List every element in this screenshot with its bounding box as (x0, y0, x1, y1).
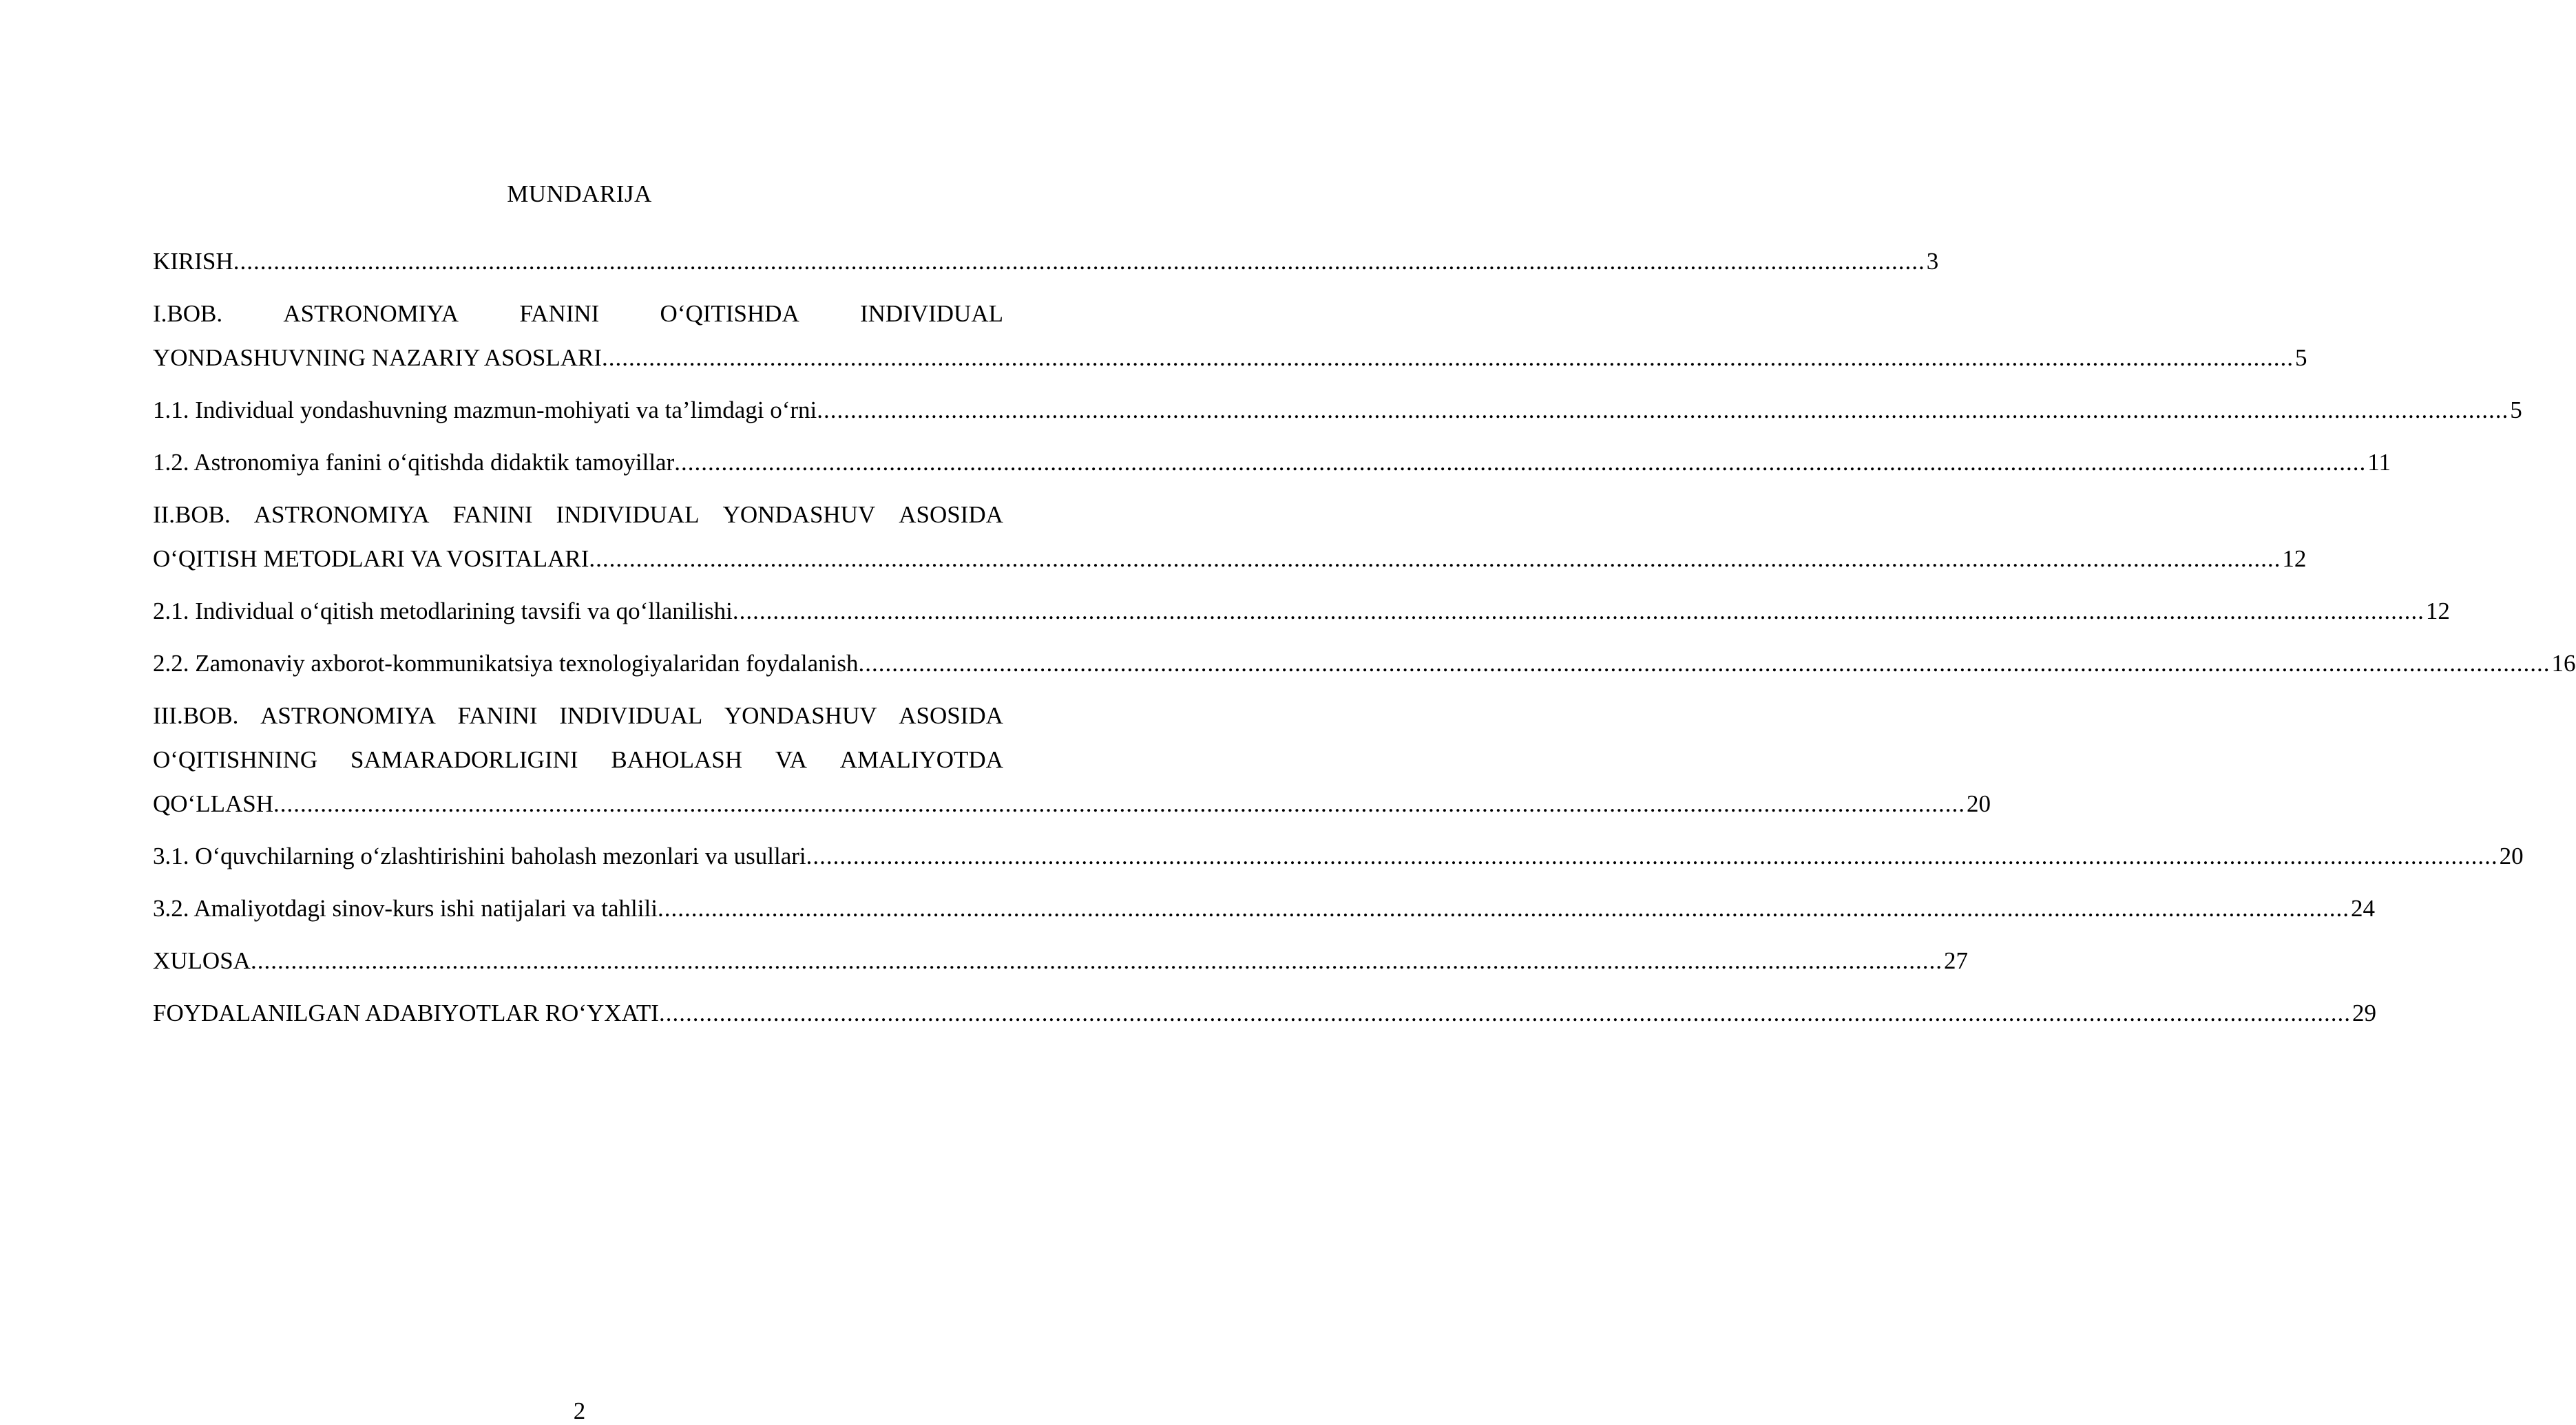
heading-word: ASTRONOMIYA (260, 702, 436, 729)
heading-word: II.BOB. (153, 501, 231, 528)
heading-word: O‘QITISHNING (153, 746, 318, 773)
heading-word: FANINI (457, 702, 538, 729)
dot-leader (273, 782, 1965, 826)
toc-entry-label: 1.2. Astronomiya fanini o‘qitishda didaktik tamoyillar (153, 449, 675, 476)
toc-entry-label: QO‘LLASH (153, 790, 273, 817)
toc-entry-xulosa[interactable] (153, 939, 1968, 983)
toc-entry-1-2[interactable] (153, 441, 2391, 485)
toc-entry-label: KIRISH (153, 248, 233, 275)
heading-word: YONDASHUV (724, 702, 877, 729)
heading-word: INDIVIDUAL (859, 300, 1003, 327)
toc-entry-adabiyotlar[interactable] (153, 991, 2376, 1035)
toc-entry-label: O‘QITISH METODLARI VA VOSITALARI (153, 545, 589, 572)
dot-leader (251, 939, 1943, 983)
heading-word: FANINI (519, 300, 600, 327)
toc-page-number: 20 (2499, 843, 2524, 869)
heading-word: ASTRONOMIYA (253, 501, 430, 528)
dot-leader (817, 388, 2509, 432)
toc-entry-2-2[interactable] (153, 642, 2576, 686)
toc-heading-line (153, 694, 1024, 738)
toc-entry-label: XULOSA (153, 947, 251, 974)
heading-word: III.BOB. (153, 702, 239, 729)
heading-word: AMALIYOTDA (839, 746, 1003, 773)
dot-leader (806, 834, 2498, 878)
page-number: 2 (573, 1397, 586, 1424)
heading-word: FANINI (452, 501, 533, 528)
heading-word: I.BOB. (153, 300, 223, 327)
toc-heading-line (153, 493, 1024, 537)
heading-word: SAMARADORLIGINI (350, 746, 578, 773)
table-of-contents (153, 240, 2576, 1044)
toc-entry-kirish[interactable] (153, 240, 1939, 284)
toc-page-number: 20 (1966, 790, 1991, 817)
toc-entry-3-2[interactable] (153, 887, 2375, 931)
heading-word: VA (775, 746, 807, 773)
dot-leader (589, 537, 2281, 581)
toc-entry-bob3[interactable] (153, 694, 1991, 826)
toc-page-number: 24 (2350, 895, 2375, 922)
dot-leader (233, 240, 1925, 284)
dot-leader (602, 336, 2294, 380)
dot-leader (658, 887, 2349, 931)
toc-entry-bob2[interactable] (153, 493, 2307, 581)
heading-word: INDIVIDUAL (556, 501, 700, 528)
dot-leader (659, 991, 2351, 1035)
heading-word: BAHOLASH (611, 746, 742, 773)
toc-entry-label: 1.1. Individual yondashuvning mazmun-mohiyati va ta’limdagi o‘rni (153, 397, 817, 423)
toc-page-number: 27 (1943, 947, 1968, 974)
dot-leader (859, 642, 2551, 686)
toc-entry-2-1[interactable] (153, 589, 2450, 633)
toc-entry-label: YONDASHUVNING NAZARIY ASOSLARI (153, 344, 603, 371)
heading-word: ASTRONOMIYA (283, 300, 459, 327)
heading-word: O‘QITISHDA (660, 300, 799, 327)
toc-entry-label: 3.2. Amaliyotdagi sinov-kurs ishi natijalari va tahlili (153, 895, 658, 922)
toc-page-number: 29 (2352, 1000, 2376, 1026)
heading-word: YONDASHUV (722, 501, 876, 528)
toc-entry-label: 3.1. O‘quvchilarning o‘zlashtirishini baholash mezonlari va usullari (153, 843, 806, 869)
toc-entry-1-1[interactable] (153, 388, 2522, 432)
dot-leader (674, 441, 2366, 485)
toc-heading-line (153, 292, 1024, 336)
toc-page-number: 11 (2367, 449, 2391, 476)
heading-word: INDIVIDUAL (559, 702, 703, 729)
toc-heading-line (153, 738, 1024, 782)
toc-page-number: 5 (2295, 344, 2307, 371)
toc-entry-label: 2.2. Zamonaviy axborot-kommunikatsiya texnologiyalaridan foydalanish (153, 650, 859, 677)
toc-page-number: 12 (2282, 545, 2307, 572)
toc-title: MUNDARIJA (507, 180, 652, 207)
toc-entry-label: 2.1. Individual o‘qitish metodlarining tavsifi va qo‘llanilishi (153, 598, 733, 624)
toc-page-number: 3 (1926, 248, 1939, 275)
heading-word: ASOSIDA (899, 702, 1003, 729)
toc-entry-label: FOYDALANILGAN ADABIYOTLAR RO‘YXATI (153, 1000, 659, 1026)
toc-page-number: 5 (2510, 397, 2522, 423)
toc-entry-bob1[interactable] (153, 292, 2307, 380)
dot-leader (733, 589, 2425, 633)
heading-word: ASOSIDA (899, 501, 1003, 528)
toc-page-number: 16 (2551, 650, 2576, 677)
toc-page-number: 12 (2425, 598, 2450, 624)
toc-entry-3-1[interactable] (153, 834, 2524, 878)
